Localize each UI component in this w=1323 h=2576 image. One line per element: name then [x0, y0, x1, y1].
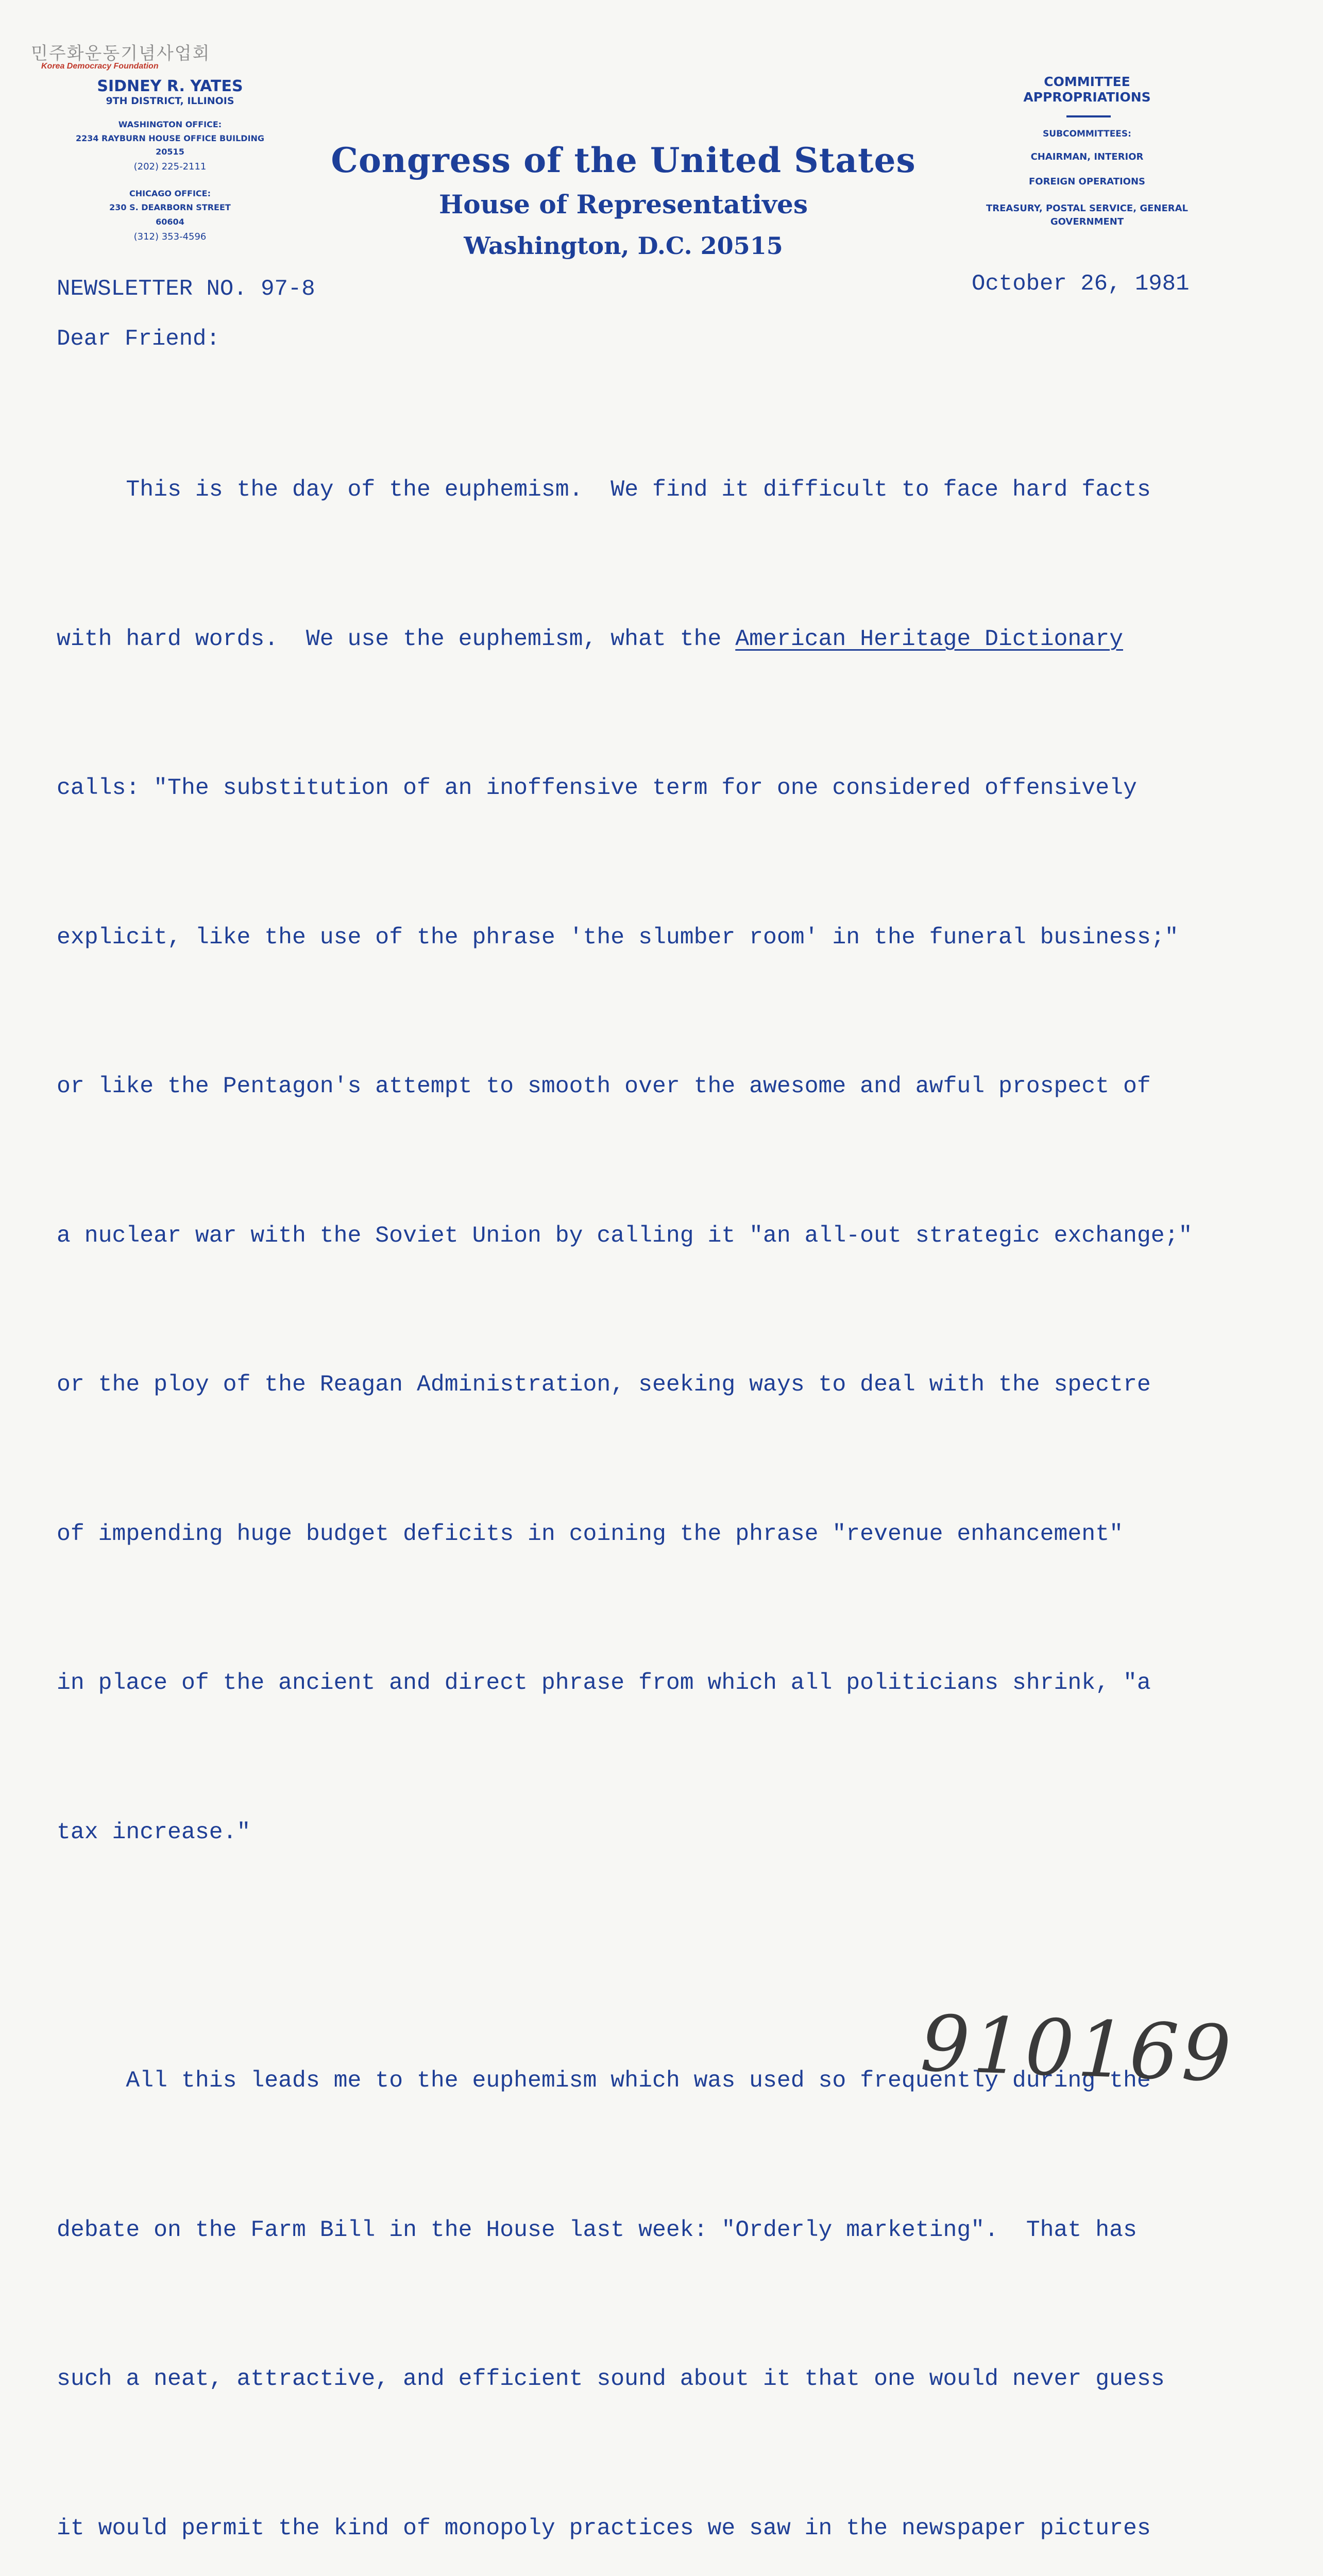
committee-label: COMMITTEE — [1044, 74, 1130, 89]
representative-name: SIDNEY R. YATES — [97, 77, 243, 95]
body-line: calls: "The substitution of an inoffensive term for one considered offensively — [57, 775, 1137, 801]
subcommittees-label: SUBCOMMITTEES: — [1043, 129, 1131, 139]
washington-office-phone: (202) 225-2111 — [133, 161, 207, 172]
masthead-house: House of Representatives — [439, 189, 808, 219]
body-line: such a neat, attractive, and efficient sound about it that one would never guess — [57, 2366, 1165, 2392]
body-line: debate on the Farm Bill in the House last week: "Orderly marketing". That has — [57, 2217, 1137, 2243]
foundation-stamp-korean: 민주화운동기념사업회 — [31, 43, 211, 64]
chicago-office-address: 230 S. DEARBORN STREET — [109, 202, 231, 212]
masthead-city: Washington, D.C. 20515 — [464, 232, 783, 260]
committee-name: APPROPRIATIONS — [1023, 90, 1151, 105]
washington-office-zip: 20515 — [156, 147, 184, 157]
body-line: with hard words. We use the euphemism, what the American Heritage Dictionary — [57, 626, 1123, 652]
subcommittee-interior: CHAIRMAN, INTERIOR — [1030, 151, 1144, 162]
body-line: All this leads me to the euphemism which was used so frequently during the — [57, 2068, 1151, 2094]
chicago-office-zip: 60604 — [156, 217, 184, 227]
subcommittee-government: GOVERNMENT — [1050, 216, 1124, 227]
body-line: a nuclear war with the Soviet Union by calling it "an all-out strategic exchange;" — [57, 1223, 1193, 1249]
masthead-title: Congress of the United States — [331, 140, 916, 180]
washington-office-address: 2234 RAYBURN HOUSE OFFICE BUILDING — [75, 133, 265, 143]
washington-office-label: WASHINGTON OFFICE: — [118, 120, 222, 129]
body-line: of impending huge budget deficits in coining the phrase "revenue enhancement" — [57, 1521, 1123, 1547]
body-line: or like the Pentagon's attempt to smooth over the awesome and awful prospect of — [57, 1074, 1151, 1099]
foundation-stamp-english: Korea Democracy Foundation — [41, 62, 159, 71]
newsletter-number: NEWSLETTER NO. 97-8 — [57, 276, 315, 302]
salutation: Dear Friend: — [57, 326, 220, 352]
letter-date: October 26, 1981 — [972, 271, 1190, 297]
body-line: tax increase." — [57, 1819, 251, 1845]
body-line: in place of the ancient and direct phrase from which all politicians shrink, "a — [57, 1670, 1151, 1696]
body-line: it would permit the kind of monopoly practices we saw in the newspaper pictures — [57, 2515, 1151, 2541]
committee-divider — [1066, 115, 1111, 117]
chicago-office-label: CHICAGO OFFICE: — [129, 189, 211, 198]
representative-district: 9TH DISTRICT, ILLINOIS — [106, 95, 234, 107]
body-line: or the ploy of the Reagan Administration, seeking ways to deal with the spectre — [57, 1372, 1151, 1398]
subcommittee-foreign-operations: FOREIGN OPERATIONS — [1028, 176, 1146, 187]
body-line: This is the day of the euphemism. We find it difficult to face hard facts — [57, 477, 1151, 503]
chicago-office-phone: (312) 353-4596 — [133, 231, 207, 242]
dictionary-title: American Heritage Dictionary — [735, 626, 1123, 652]
paragraph-1 — [57, 366, 1283, 1957]
handwritten-archive-number: 910169 — [919, 1999, 1236, 2100]
letter-body — [57, 366, 1283, 2576]
body-line: explicit, like the use of the phrase 'the slumber room' in the funeral business;" — [57, 924, 1179, 951]
subcommittee-treasury: TREASURY, POSTAL SERVICE, GENERAL — [986, 203, 1189, 214]
